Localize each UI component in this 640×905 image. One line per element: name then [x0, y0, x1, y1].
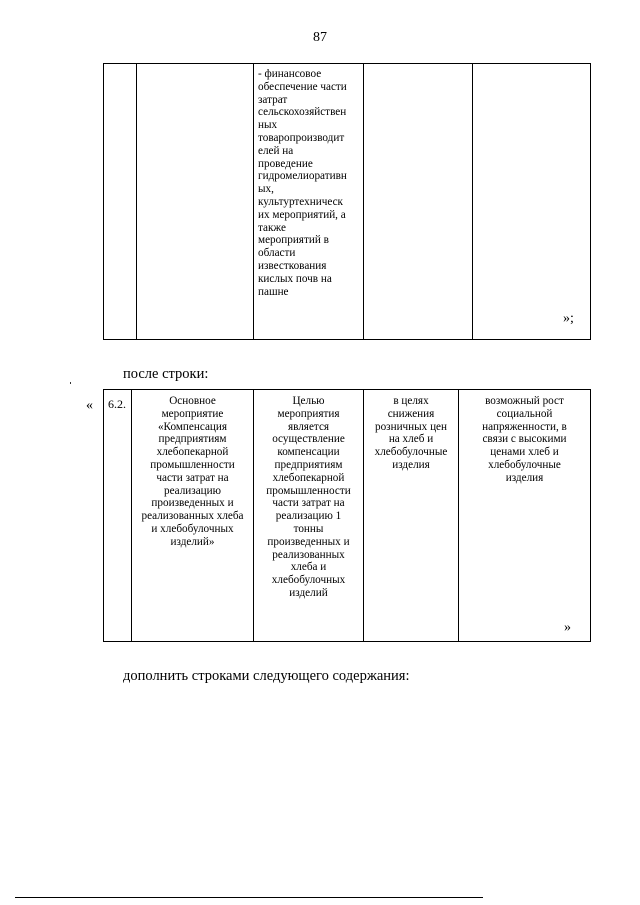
table-row	[104, 64, 591, 340]
row-name: Основное мероприятие «Компенсация предприятиям хлебопекарной промышленности части затрат на реализацию произведенных и реализованных хлеба и хлебобулочных изделий»	[132, 390, 254, 642]
paragraph-after-row: после строки:	[123, 366, 209, 382]
table-cell-number	[104, 64, 137, 340]
continuation-table	[103, 63, 591, 340]
row-purpose: в целях снижения розничных цен на хлеб и хлебобулочные изделия	[364, 390, 459, 642]
closing-quote: »	[564, 620, 571, 635]
table-cell-name	[137, 64, 254, 340]
opening-quote: «	[86, 398, 93, 413]
referenced-row-table	[103, 389, 591, 642]
row-number: 6.2.	[104, 390, 132, 642]
closing-quote-semicolon: »;	[563, 311, 574, 326]
table-cell-goal: - финансовое обеспечение части затрат сельскохозяйствен ных товаропроизводит елей на проведение гидромелиоративн ых, культуртехническ их мероприятий, а также мероприятий в области известкования кислых почв на пашне	[254, 64, 364, 340]
table-row	[104, 390, 591, 642]
page-number: 87	[313, 30, 327, 45]
row-risk: возможный рост социальной напряженности, в связи с высокими ценами хлеб и хлебобулочные изделия	[459, 390, 591, 642]
footer-divider	[15, 897, 483, 898]
scan-mark	[70, 382, 71, 384]
table-cell-purpose	[364, 64, 473, 340]
table-cell-risk	[473, 64, 591, 340]
paragraph-add-rows: дополнить строками следующего содержания:	[123, 668, 410, 684]
row-goal: Целью мероприятия является осуществление компенсации предприятиям хлебопекарной промышленности части затрат на реализацию 1 тонны произведенных и реализованных хлеба и хлебобулочных изделий	[254, 390, 364, 642]
